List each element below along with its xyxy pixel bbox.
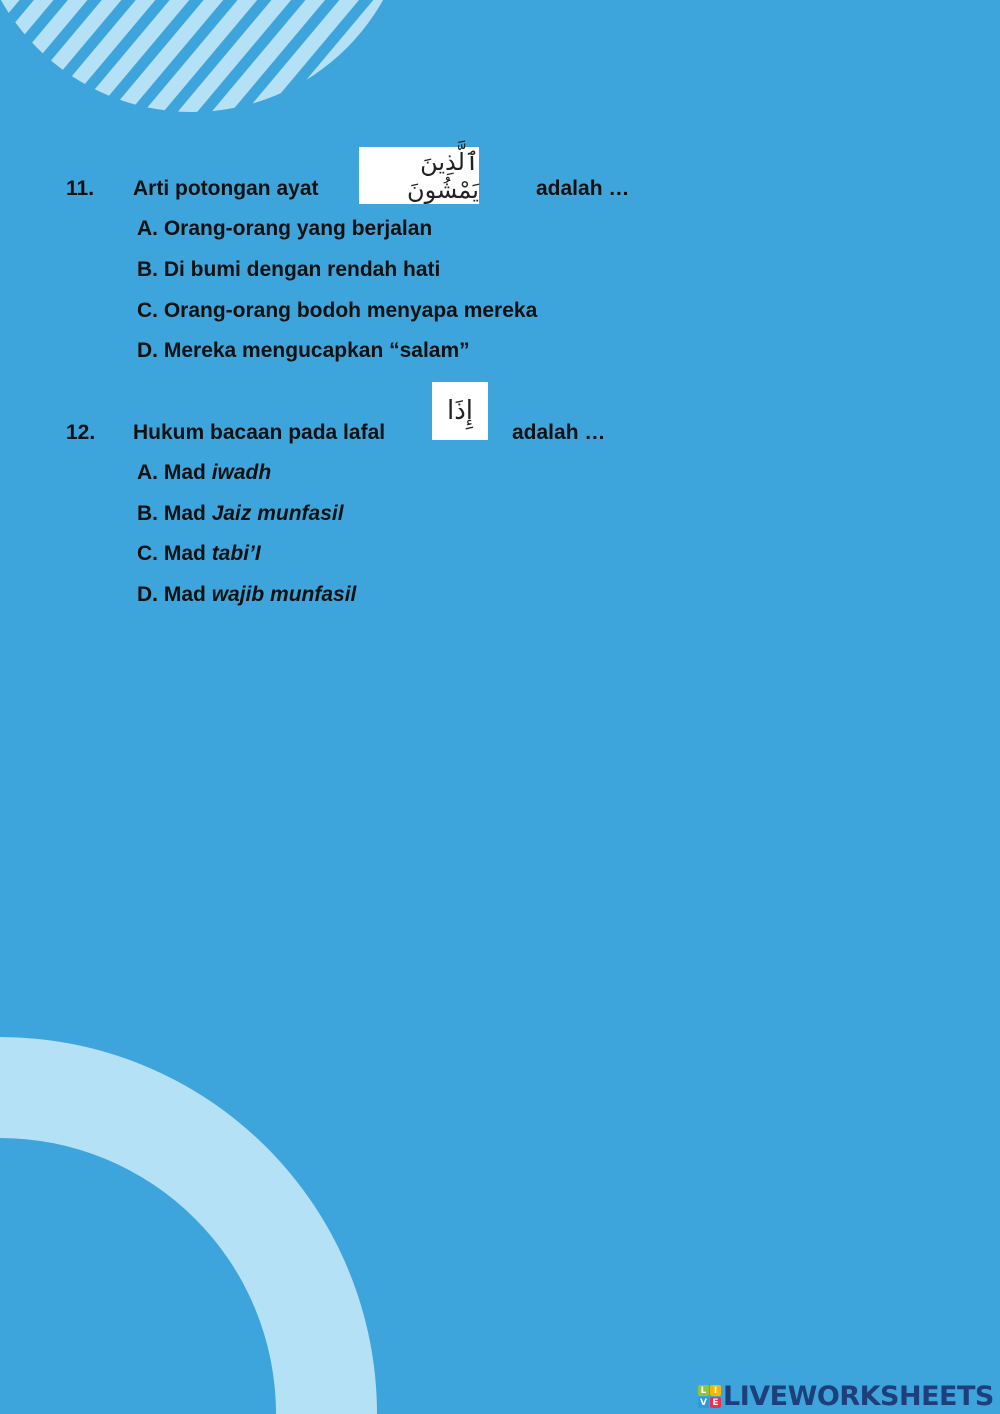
question-text: Hukum bacaan pada lafal — [133, 421, 386, 444]
option-b[interactable]: B. Mad Jaiz munfasil — [137, 502, 344, 525]
ring-arc-decoration — [0, 1037, 377, 1414]
question-number: 11. — [66, 177, 95, 200]
liveworksheets-logo[interactable] — [698, 1381, 994, 1412]
option-b[interactable]: B. Di bumi dengan rendah hati — [137, 258, 441, 281]
option-d[interactable]: D. Mad wajib munfasil — [137, 583, 357, 606]
logo-tiles-icon: L I V E — [698, 1385, 721, 1408]
option-c[interactable]: C. Orang-orang bodoh menyapa mereka — [137, 299, 538, 322]
arabic-verse-image — [359, 147, 479, 204]
arabic-word-image — [432, 382, 488, 440]
question-tail: adalah … — [536, 177, 630, 200]
option-d[interactable]: D. Mereka mengucapkan “salam” — [137, 339, 470, 362]
option-a[interactable]: A. Mad iwadh — [137, 461, 272, 484]
question-number: 12. — [66, 421, 96, 444]
option-a[interactable]: A. Orang-orang yang berjalan — [137, 217, 433, 240]
question-tail: adalah … — [512, 421, 606, 444]
option-c[interactable]: C. Mad tabi’I — [137, 542, 261, 565]
question-text: Arti potongan ayat — [133, 177, 319, 200]
logo-text: LIVEWORKSHEETS — [723, 1381, 994, 1412]
arabic-text: إِذَا — [446, 396, 474, 426]
arabic-text: ٱلَّذِينَ يَمْشُونَ — [407, 147, 479, 204]
